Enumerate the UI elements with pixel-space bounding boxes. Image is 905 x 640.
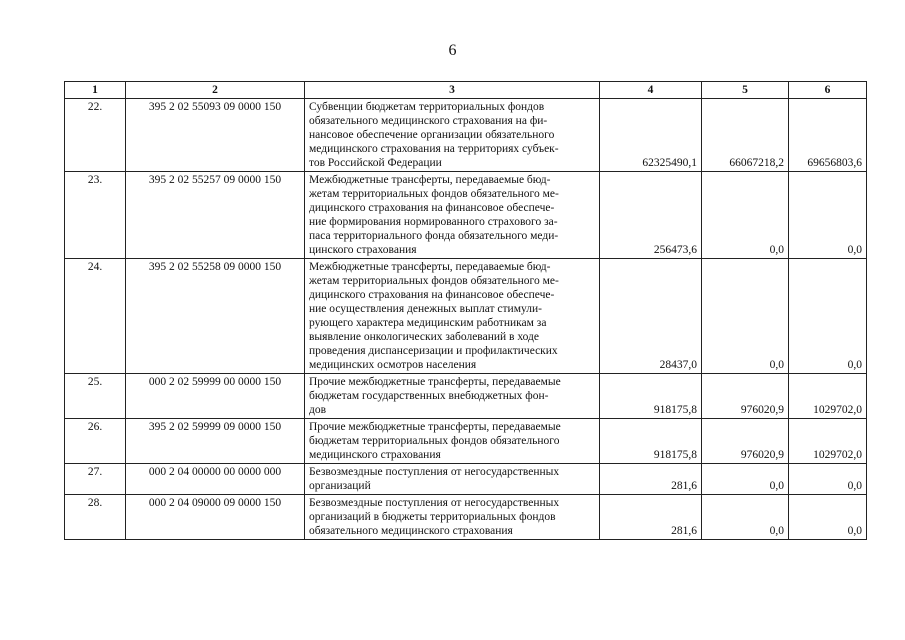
table-row: [65, 419, 867, 464]
column-header-6: 6: [789, 82, 867, 99]
column-header-2: 2: [126, 82, 305, 99]
description-line: Субвенции бюджетам территориальных фондов: [309, 101, 545, 113]
amount-cell-col4: 918175,8: [600, 419, 702, 464]
column-header-5: 5: [702, 82, 789, 99]
description-line: обязательного медицинского страхования на фи-: [309, 115, 548, 127]
amount-cell-col6: 1029702,0: [789, 374, 867, 419]
description-line: Безвозмездные поступления от негосударственных: [309, 466, 560, 478]
description-line: дицинского страхования на финансовое обеспече-: [309, 289, 555, 301]
amount-cell-col4: 281,6: [600, 464, 702, 495]
description-line: дов: [309, 404, 327, 416]
description-line: жетам территориальных фондов обязательного ме-: [309, 188, 559, 200]
amount-cell-col5: 0,0: [702, 495, 789, 540]
description-line: ние формирования нормированного страхового за-: [309, 216, 558, 228]
description-line: дицинского страхования на финансовое обеспече-: [309, 202, 555, 214]
description-line: паса территориального фонда обязательного меди-: [309, 230, 559, 242]
row-number-cell: 24.: [65, 259, 126, 374]
amount-cell-col6: 0,0: [789, 495, 867, 540]
amount-cell-col6: 1029702,0: [789, 419, 867, 464]
description-line: Межбюджетные трансферты, передаваемые бюд-: [309, 261, 551, 273]
description-line: рующего характера медицинским работникам за: [309, 317, 547, 329]
column-header-4: 4: [600, 82, 702, 99]
description-line: медицинского страхования на территориях субъек-: [309, 143, 559, 155]
description-cell: [305, 374, 600, 419]
page-number: 6: [448, 42, 457, 59]
table-row: [65, 374, 867, 419]
description-line: организаций в бюджеты территориальных фондов: [309, 511, 556, 523]
column-header-3: 3: [305, 82, 600, 99]
amount-cell-col5: 0,0: [702, 259, 789, 374]
amount-cell-col4: 281,6: [600, 495, 702, 540]
row-number-cell: 23.: [65, 172, 126, 259]
description-line: Межбюджетные трансферты, передаваемые бюд-: [309, 174, 551, 186]
description-cell: [305, 172, 600, 259]
description-line: жетам территориальных фондов обязательного ме-: [309, 275, 559, 287]
amount-cell-col4: 918175,8: [600, 374, 702, 419]
amount-cell-col5: 0,0: [702, 464, 789, 495]
amount-cell-col4: 62325490,1: [600, 99, 702, 172]
description-line: Безвозмездные поступления от негосударственных: [309, 497, 560, 509]
table-row: [65, 259, 867, 374]
amount-cell-col5: 976020,9: [702, 374, 789, 419]
description-line: обязательного медицинского страхования: [309, 525, 513, 537]
description-line: медицинских осмотров населения: [309, 359, 477, 371]
budget-code-cell: 000 2 04 00000 00 0000 000: [126, 464, 305, 495]
table-body: [65, 99, 867, 540]
amount-cell-col5: 976020,9: [702, 419, 789, 464]
description-cell: [305, 259, 600, 374]
description-cell: [305, 419, 600, 464]
amount-cell-col6: 0,0: [789, 172, 867, 259]
description-line: медицинского страхования: [309, 449, 441, 461]
column-header-1: 1: [65, 82, 126, 99]
table-row: [65, 99, 867, 172]
amount-cell-col6: 0,0: [789, 259, 867, 374]
description-line: организаций: [309, 480, 371, 492]
budget-code-cell: 000 2 02 59999 00 0000 150: [126, 374, 305, 419]
description-line: бюджетам территориальных фондов обязательного: [309, 435, 560, 447]
description-cell: [305, 99, 600, 172]
budget-code-cell: 000 2 04 09000 09 0000 150: [126, 495, 305, 540]
description-cell: [305, 495, 600, 540]
description-line: бюджетам государственных внебюджетных фон-: [309, 390, 549, 402]
description-cell: [305, 464, 600, 495]
table-row: [65, 495, 867, 540]
budget-code-cell: 395 2 02 55093 09 0000 150: [126, 99, 305, 172]
table-row: [65, 172, 867, 259]
description-line: выявление онкологических заболеваний в ходе: [309, 331, 540, 343]
budget-code-cell: 395 2 02 59999 09 0000 150: [126, 419, 305, 464]
row-number-cell: 28.: [65, 495, 126, 540]
amount-cell-col4: 28437,0: [600, 259, 702, 374]
row-number-cell: 25.: [65, 374, 126, 419]
amount-cell-col6: 69656803,6: [789, 99, 867, 172]
budget-code-cell: 395 2 02 55258 09 0000 150: [126, 259, 305, 374]
row-number-cell: 27.: [65, 464, 126, 495]
amount-cell-col6: 0,0: [789, 464, 867, 495]
budget-code-cell: 395 2 02 55257 09 0000 150: [126, 172, 305, 259]
description-line: проведения диспансеризации и профилактических: [309, 345, 558, 357]
row-number-cell: 26.: [65, 419, 126, 464]
description-line: Прочие межбюджетные трансферты, передаваемые: [309, 376, 561, 388]
table-row: [65, 464, 867, 495]
amount-cell-col4: 256473,6: [600, 172, 702, 259]
budget-table: [64, 81, 867, 540]
row-number-cell: 22.: [65, 99, 126, 172]
description-line: цинского страхования: [309, 244, 417, 256]
header-row: [65, 82, 867, 99]
amount-cell-col5: 66067218,2: [702, 99, 789, 172]
amount-cell-col5: 0,0: [702, 172, 789, 259]
description-line: Прочие межбюджетные трансферты, передаваемые: [309, 421, 561, 433]
description-line: тов Российской Федерации: [309, 157, 442, 169]
description-line: ние осуществления денежных выплат стимули-: [309, 303, 542, 315]
description-line: нансовое обеспечение организации обязательного: [309, 129, 555, 141]
